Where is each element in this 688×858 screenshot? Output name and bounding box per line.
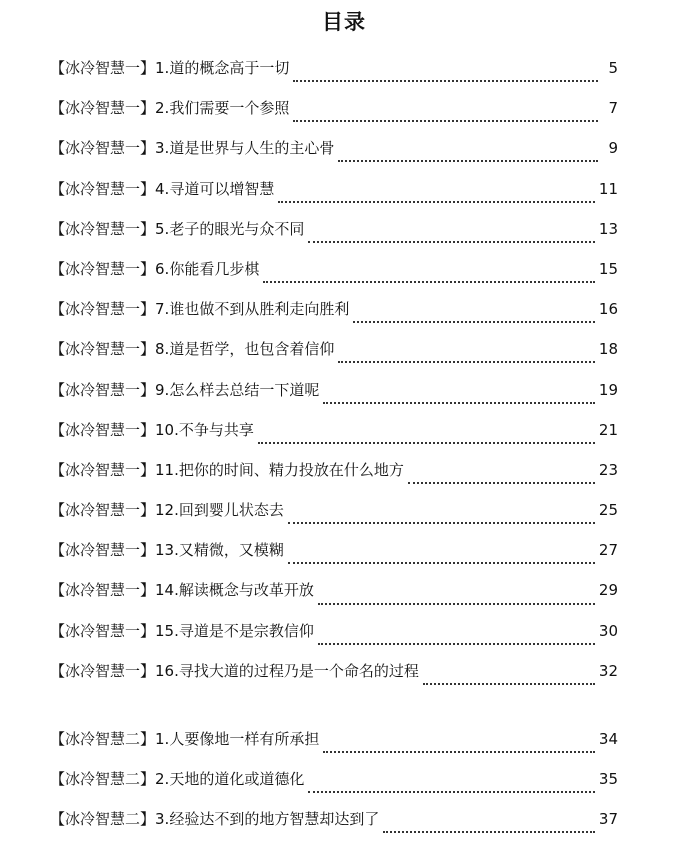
toc-entry <box>50 727 618 767</box>
toc-entry <box>50 136 618 176</box>
table-of-contents <box>50 56 618 848</box>
toc-page-number: 34 <box>598 730 618 748</box>
toc-entry <box>50 418 618 458</box>
dot-leader <box>353 321 595 323</box>
toc-page-number: 37 <box>598 810 618 829</box>
toc-entry <box>50 538 618 578</box>
toc-heading: 16.寻找大道的过程乃是一个命名的过程 <box>155 661 419 680</box>
dot-leader <box>423 683 595 685</box>
toc-series-label: 【冰冷智慧二】 <box>50 810 156 829</box>
toc-entry <box>50 458 618 498</box>
toc-heading: 5.老子的眼光与众不同 <box>155 219 305 238</box>
toc-heading: 1.人要像地一样有所承担 <box>155 730 320 748</box>
toc-entry <box>50 257 618 297</box>
toc-heading: 4.寻道可以增智慧 <box>155 179 275 198</box>
toc-series-label: 【冰冷智慧一】 <box>50 581 156 600</box>
toc-entry <box>50 767 618 807</box>
toc-heading: 11.把你的时间、精力投放在什么地方 <box>155 460 404 479</box>
toc-page-number: 23 <box>598 460 618 479</box>
toc-series-label: 【冰冷智慧一】 <box>50 460 156 479</box>
dot-leader <box>318 643 595 645</box>
dot-leader <box>383 831 595 833</box>
toc-entry <box>50 177 618 217</box>
toc-series-label: 【冰冷智慧一】 <box>50 661 156 680</box>
toc-page-number: 27 <box>598 541 618 560</box>
dot-leader <box>288 522 595 524</box>
toc-series-label: 【冰冷智慧一】 <box>50 380 156 399</box>
toc-page-number: 32 <box>598 661 618 680</box>
toc-heading: 2.我们需要一个参照 <box>155 99 290 118</box>
toc-page-number: 30 <box>598 621 618 640</box>
toc-heading: 15.寻道是不是宗教信仰 <box>155 621 314 640</box>
toc-entry <box>50 578 618 618</box>
dot-leader <box>318 603 595 605</box>
toc-series-label: 【冰冷智慧一】 <box>50 99 156 118</box>
toc-page-number: 7 <box>608 99 618 118</box>
toc-heading: 9.怎么样去总结一下道呢 <box>155 380 320 399</box>
toc-page-number: 9 <box>608 139 618 158</box>
page-title: 目录 <box>322 10 366 34</box>
toc-series-label: 【冰冷智慧二】 <box>50 770 156 789</box>
toc-page-number: 25 <box>598 501 618 520</box>
toc-series-label: 【冰冷智慧一】 <box>50 219 156 238</box>
toc-heading: 8.道是哲学，也包含着信仰 <box>155 340 335 359</box>
dot-leader <box>278 201 595 203</box>
toc-series-label: 【冰冷智慧一】 <box>50 541 156 560</box>
dot-leader <box>338 160 598 162</box>
toc-entry <box>50 659 618 699</box>
toc-entry <box>50 297 618 337</box>
dot-leader <box>323 402 595 404</box>
dot-leader <box>323 751 595 753</box>
toc-page-number: 21 <box>598 420 618 439</box>
toc-entry <box>50 498 618 538</box>
toc-page-number: 19 <box>598 380 618 399</box>
dot-leader <box>293 80 598 82</box>
toc-page-number: 35 <box>598 770 618 789</box>
toc-page-number: 13 <box>598 219 618 238</box>
toc-heading: 3.经验达不到的地方智慧却达到了 <box>155 810 380 829</box>
toc-entry <box>50 807 618 847</box>
dot-leader <box>308 241 595 243</box>
toc-series-label: 【冰冷智慧一】 <box>50 501 156 520</box>
toc-heading: 1.道的概念高于一切 <box>155 59 290 77</box>
toc-series-label: 【冰冷智慧一】 <box>50 621 156 640</box>
toc-group-wisdom-one <box>50 56 618 699</box>
toc-heading: 3.道是世界与人生的主心骨 <box>155 139 335 158</box>
toc-series-label: 【冰冷智慧一】 <box>50 420 156 439</box>
dot-leader <box>293 120 598 122</box>
toc-page-number: 16 <box>598 300 618 319</box>
toc-heading: 7.谁也做不到从胜利走向胜利 <box>155 300 350 319</box>
dot-leader <box>288 562 595 564</box>
toc-series-label: 【冰冷智慧一】 <box>50 259 156 278</box>
toc-page-number: 11 <box>598 179 618 198</box>
toc-heading: 6.你能看几步棋 <box>155 259 260 278</box>
toc-page-number: 15 <box>598 259 618 278</box>
toc-heading: 12.回到婴儿状态去 <box>155 501 284 520</box>
toc-entry <box>50 337 618 377</box>
toc-series-label: 【冰冷智慧一】 <box>50 139 156 158</box>
dot-leader <box>258 442 595 444</box>
toc-heading: 2.天地的道化或道德化 <box>155 770 305 789</box>
dot-leader <box>408 482 595 484</box>
toc-page-number: 5 <box>608 59 618 77</box>
toc-series-label: 【冰冷智慧一】 <box>50 59 156 77</box>
dot-leader <box>308 791 595 793</box>
toc-entry <box>50 96 618 136</box>
toc-group-wisdom-two <box>50 727 618 848</box>
dot-leader <box>263 281 595 283</box>
toc-entry <box>50 217 618 257</box>
toc-heading: 14.解读概念与改革开放 <box>155 581 314 600</box>
toc-series-label: 【冰冷智慧一】 <box>50 179 156 198</box>
toc-page-number: 18 <box>598 340 618 359</box>
dot-leader <box>338 361 595 363</box>
toc-entry <box>50 378 618 418</box>
toc-page-number: 29 <box>598 581 618 600</box>
toc-heading: 10.不争与共享 <box>155 420 254 439</box>
toc-series-label: 【冰冷智慧二】 <box>50 730 156 748</box>
toc-series-label: 【冰冷智慧一】 <box>50 340 156 359</box>
toc-series-label: 【冰冷智慧一】 <box>50 300 156 319</box>
toc-entry <box>50 56 618 96</box>
toc-entry <box>50 619 618 659</box>
toc-heading: 13.又精微，又模糊 <box>155 541 284 560</box>
